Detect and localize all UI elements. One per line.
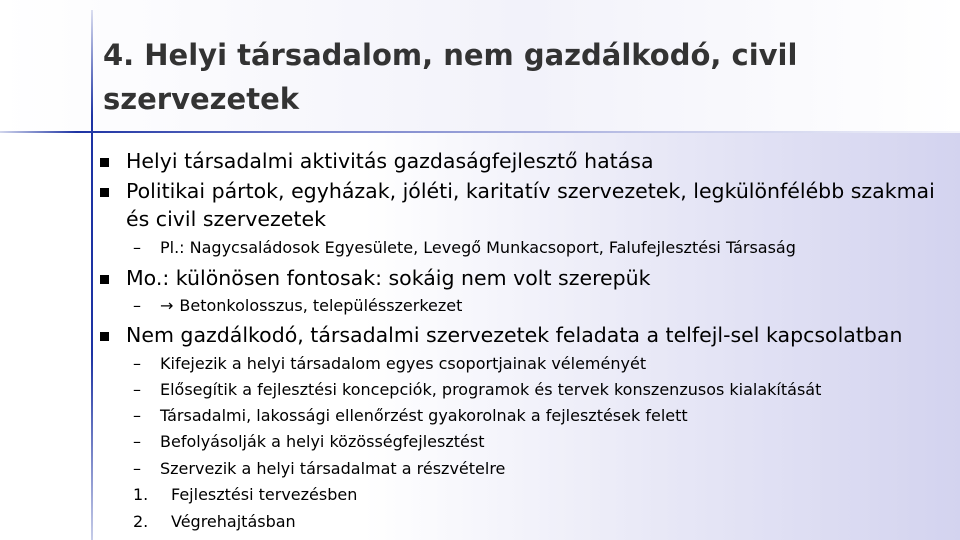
number-marker: 1. bbox=[133, 485, 149, 504]
dash-marker: – bbox=[133, 296, 141, 315]
square-bullet-icon bbox=[100, 332, 109, 341]
square-bullet-icon bbox=[100, 188, 109, 197]
sub-bullet-text: Kifejezik a helyi társadalom egyes csoportjainak véleményét bbox=[160, 354, 647, 373]
sub-bullet-text: Elősegítik a fejlesztési koncepciók, programok és tervek konszenzusos kialakítását bbox=[160, 380, 822, 399]
numbered-item-text: Fejlesztési tervezésben bbox=[171, 485, 358, 504]
dash-marker: – bbox=[133, 354, 141, 373]
numbered-item-text: Végrehajtásban bbox=[171, 512, 296, 531]
slide-title bbox=[103, 33, 943, 121]
bullet-text: Helyi társadalmi aktivitás gazdaságfejlesztő hatása bbox=[126, 149, 654, 173]
left-margin bbox=[0, 133, 92, 540]
title-line-2: szervezetek bbox=[103, 82, 300, 116]
bullet-text-continued: és civil szervezetek bbox=[126, 207, 326, 231]
bullet-text: Mo.: különösen fontosak: sokáig nem volt szerepük bbox=[126, 266, 651, 290]
sub-bullet-text: Pl.: Nagycsaládosok Egyesülete, Levegő Munkacsoport, Falufejlesztési Társaság bbox=[160, 238, 796, 257]
vertical-accent-line bbox=[91, 10, 93, 540]
title-line-1: 4. Helyi társadalom, nem gazdálkodó, civil bbox=[103, 38, 798, 72]
sub-bullet-label: Betonkolosszus, településszerkezet bbox=[179, 296, 463, 315]
square-bullet-icon bbox=[100, 158, 109, 167]
dash-marker: – bbox=[133, 238, 141, 257]
horizontal-accent-line bbox=[0, 131, 960, 133]
sub-bullet-text: Befolyásolják a helyi közösségfejlesztést bbox=[160, 432, 485, 451]
arrow-right-icon: → bbox=[160, 296, 174, 315]
dash-marker: – bbox=[133, 406, 141, 425]
dash-marker: – bbox=[133, 459, 141, 478]
sub-bullet-text: Társadalmi, lakossági ellenőrzést gyakorolnak a fejlesztések felett bbox=[160, 406, 688, 425]
bullet-text: Nem gazdálkodó, társadalmi szervezetek feladata a telfejl-sel kapcsolatban bbox=[126, 323, 903, 347]
bullet-text: Politikai pártok, egyházak, jóléti, karitatív szervezetek, legkülönfélébb szakmai bbox=[126, 179, 935, 203]
sub-bullet-text bbox=[160, 293, 462, 319]
number-marker: 2. bbox=[133, 512, 149, 531]
dash-marker: – bbox=[133, 380, 141, 399]
square-bullet-icon bbox=[100, 275, 109, 284]
dash-marker: – bbox=[133, 432, 141, 451]
sub-bullet-text: Szervezik a helyi társadalmat a részvételre bbox=[160, 459, 506, 478]
